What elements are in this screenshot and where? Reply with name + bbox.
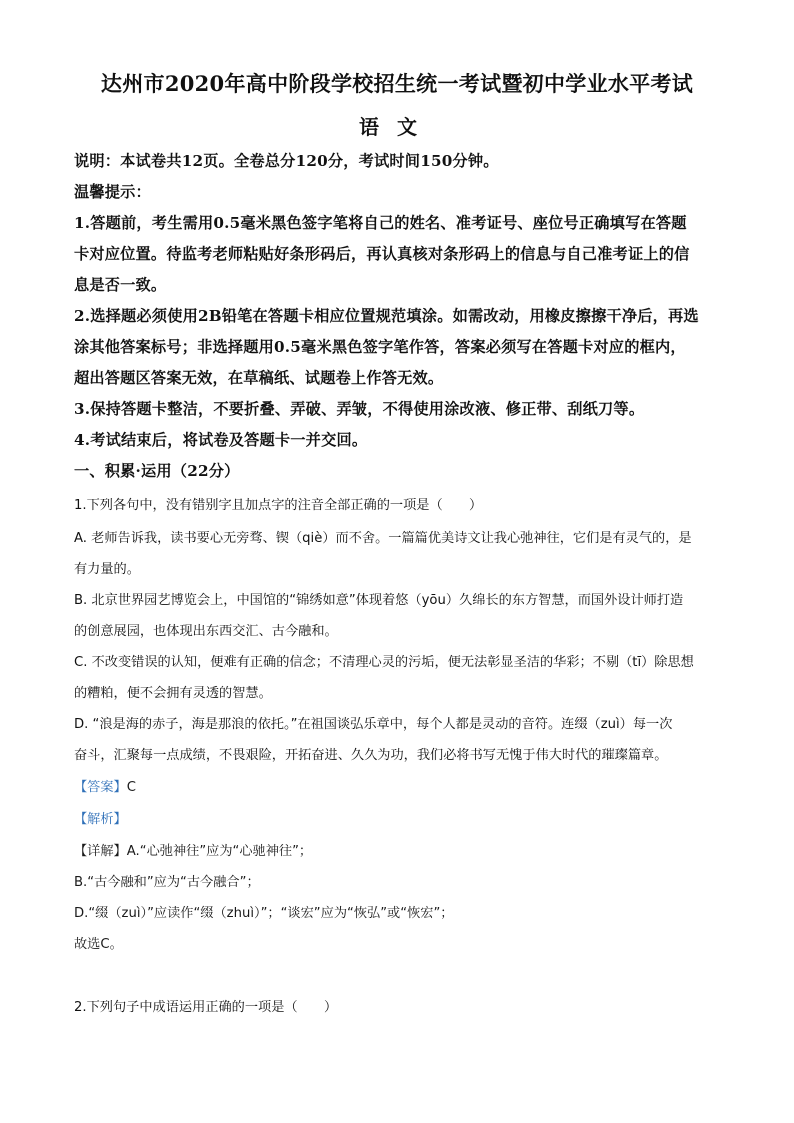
reminder-heading: 温馨提示： <box>74 183 151 201</box>
answer-row <box>74 776 722 795</box>
option-a-line: 有力量的。 <box>74 562 140 577</box>
option-b-line: B. 北京世界园艺博览会上，中国馆的“锦绣如意”体现着悠（yōu）久绵长的东方智慧，而国外设计师打造 <box>74 593 684 608</box>
option-a-line: A. 老师告诉我，读书要心无旁骛、锲（qiè）而不舍。一篇篇优美诗文让我心弛神往，它们是有灵气的，是 <box>74 531 692 546</box>
question-2-stem: 2.下列句子中成语运用正确的一项是（ ） <box>74 1000 338 1015</box>
option-d-line: 奋斗，汇聚每一点成绩，不畏艰险，开拓奋进、久久为功，我们必将书写无愧于伟大时代的璀璨篇章。 <box>74 748 668 763</box>
option-c-line: C. 不改变错误的认知，便难有正确的信念；不清理心灵的污垢，便无法彰显圣洁的华彩；不剔（tī）除思想 <box>74 655 694 670</box>
option-c-line: 的糟粕，便不会拥有灵透的智慧。 <box>74 686 272 701</box>
subject-title: 语文 <box>359 115 435 139</box>
detail-row <box>74 840 722 859</box>
answer-tag: 【答案】 <box>74 780 127 795</box>
detail-line: 故选C。 <box>74 937 123 952</box>
detail-line: D.“缀（zuì）”应读作“缀（zhuì）”；“谈宏”应为“恢弘”或“恢宏”； <box>74 906 454 921</box>
answer-value: C <box>126 780 136 795</box>
reminder-line: 超出答题区答案无效，在草稿纸、试题卷上作答无效。 <box>74 369 444 387</box>
reminder-line: 3.保持答题卡整洁，不要折叠、弄破、弄皱，不得使用涂改液、修正带、刮纸刀等。 <box>74 400 645 418</box>
reminder-line: 2.选择题必须使用2B铅笔在答题卡相应位置规范填涂。如需改动，用橡皮擦擦干净后，再选 <box>74 307 699 325</box>
detail-line: B.“古今融和”应为“古今融合”； <box>74 875 260 890</box>
detail-line: A.“心弛神往”应为“心驰神往”； <box>126 844 313 859</box>
section-heading: 一、积累·运用（22分） <box>74 462 240 480</box>
detail-tag: 【详解】 <box>74 844 127 859</box>
exam-title: 达州市2020年高中阶段学校招生统一考试暨初中学业水平考试 <box>100 71 694 96</box>
reminder-line: 卡对应位置。待监考老师粘贴好条形码后，再认真核对条形码上的信息与自己准考证上的信 <box>74 245 690 263</box>
reminder-line: 息是否一致。 <box>74 276 167 294</box>
option-d-line: D. “浪是海的赤子，海是那浪的依托。”在祖国谈弘乐章中，每个人都是灵动的音符。连缀（zuì）每一次 <box>74 717 673 732</box>
reminder-line: 1.答题前，考生需用0.5毫米黑色签字笔将自己的姓名、准考证号、座位号正确填写在答题 <box>74 214 687 232</box>
reminder-line: 4.考试结束后，将试卷及答题卡一并交回。 <box>74 431 368 449</box>
reminder-line: 涂其他答案标号；非选择题用0.5毫米黑色签字笔作答，答案必须写在答题卡对应的框内， <box>74 338 686 356</box>
option-b-line: 的创意展园，也体现出东西交汇、古今融和。 <box>74 624 338 639</box>
analysis-tag: 【解析】 <box>74 812 127 827</box>
question-1-stem: 1.下列各句中，没有错别字且加点字的注音全部正确的一项是（ ） <box>74 498 483 513</box>
exam-note: 说明：本试卷共12页。全卷总分120分，考试时间150分钟。 <box>74 152 499 170</box>
